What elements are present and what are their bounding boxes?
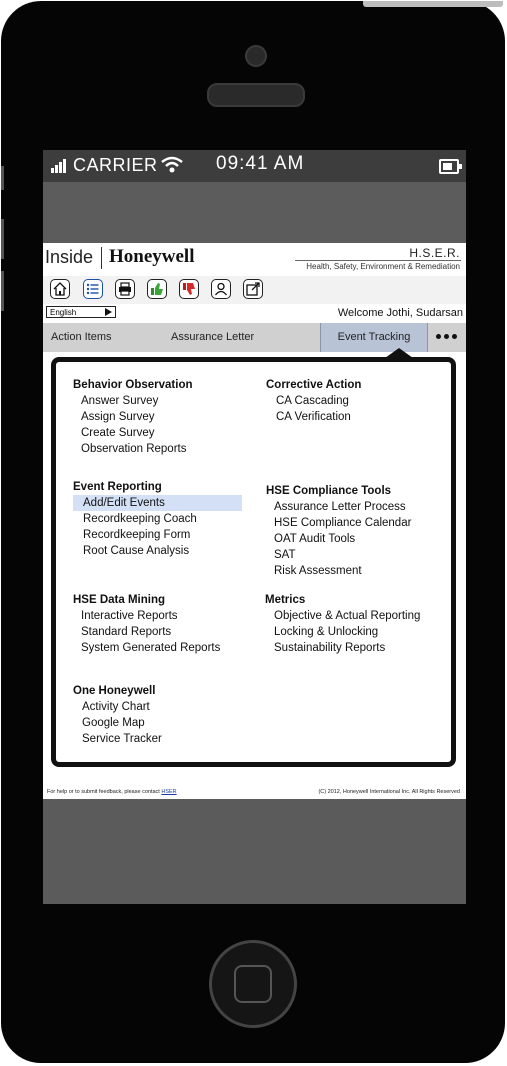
hser-contact-link[interactable]: HSER	[161, 789, 177, 795]
menu-group-one-honeywell	[73, 683, 162, 747]
print-icon	[118, 282, 132, 296]
toolbar	[43, 276, 466, 304]
menu-item-objective-actual-reporting[interactable]: Objective & Actual Reporting	[274, 610, 421, 622]
honeywell-logo[interactable]: Honeywell	[109, 246, 195, 267]
menu-item-risk-assessment[interactable]: Risk Assessment	[274, 565, 362, 577]
group-title: One Honeywell	[73, 685, 156, 697]
front-camera	[245, 45, 267, 67]
language-value: English	[50, 308, 77, 317]
menu-item-activity-chart[interactable]: Activity Chart	[82, 701, 150, 713]
app-page	[43, 243, 466, 799]
menu-item-google-map[interactable]: Google Map	[82, 717, 145, 729]
menu-item-root-cause-analysis[interactable]: Root Cause Analysis	[83, 545, 190, 557]
home-icon	[53, 282, 67, 296]
phone-screen	[43, 150, 466, 904]
help-text-label: For help or to submit feedback, please contact	[47, 789, 160, 795]
group-title: Behavior Observation	[73, 379, 193, 391]
menu-item-ca-cascading[interactable]: CA Cascading	[276, 395, 349, 407]
menu-item-interactive-reports[interactable]: Interactive Reports	[81, 610, 178, 622]
list-button[interactable]	[83, 279, 103, 299]
menu-item-answer-survey[interactable]: Answer Survey	[81, 395, 159, 407]
menu-group-hse-data-mining	[73, 592, 220, 656]
thumbs-up-icon	[150, 282, 164, 296]
menu-item-ca-verification[interactable]: CA Verification	[276, 411, 351, 423]
language-select[interactable]	[46, 306, 116, 318]
profile-button[interactable]	[211, 279, 231, 299]
mute-switch	[1, 166, 4, 190]
more-icon[interactable]	[436, 334, 458, 340]
status-bar	[43, 150, 466, 182]
menu-item-recordkeeping-form[interactable]: Recordkeeping Form	[83, 529, 191, 541]
thumbs-down-icon	[182, 282, 196, 296]
clock: 09:41 AM	[216, 153, 305, 174]
group-title: HSE Compliance Tools	[266, 485, 392, 497]
tab-assurance-letter[interactable]: Assurance Letter	[171, 331, 255, 343]
app-subtitle: Health, Safety, Environment & Remediation	[306, 262, 460, 271]
menu-group-behavior-observation	[73, 377, 193, 457]
menu-item-oat-audit-tools[interactable]: OAT Audit Tools	[274, 533, 356, 545]
logo-divider	[101, 247, 102, 269]
volume-down-button	[1, 271, 4, 311]
menu-item-system-generated-reports[interactable]: System Generated Reports	[81, 642, 221, 654]
menu-item-sat[interactable]: SAT	[274, 549, 296, 561]
phone-frame	[1, 1, 505, 1063]
tab-action-items[interactable]: Action Items	[51, 331, 112, 343]
home-button[interactable]	[50, 279, 70, 299]
like-button[interactable]	[147, 279, 167, 299]
group-title: Corrective Action	[266, 379, 362, 391]
menu-item-observation-reports[interactable]: Observation Reports	[81, 443, 187, 455]
play-arrow-icon	[105, 308, 112, 316]
menu-item-sustainability-reports[interactable]: Sustainability Reports	[274, 642, 386, 654]
volume-up-button	[1, 219, 4, 259]
welcome-text: Welcome Jothi, Sudarsan	[337, 307, 463, 319]
carrier-name: CARRIER	[73, 155, 158, 175]
group-title: HSE Data Mining	[73, 594, 166, 606]
menu-item-locking-unlocking[interactable]: Locking & Unlocking	[274, 626, 379, 638]
external-link-icon	[246, 282, 260, 296]
app-title: H.S.E.R.	[409, 246, 460, 260]
menu-group-metrics	[265, 592, 420, 656]
menu-group-hse-compliance-tools	[266, 483, 411, 579]
browser-chrome	[43, 182, 466, 243]
menu-item-standard-reports[interactable]: Standard Reports	[81, 626, 172, 638]
group-title: Event Reporting	[73, 481, 162, 493]
earpiece-speaker	[207, 83, 305, 107]
dislike-button[interactable]	[179, 279, 199, 299]
tab-event-tracking[interactable]: Event Tracking	[320, 323, 428, 352]
group-title: Metrics	[265, 594, 306, 606]
home-square-icon	[234, 965, 272, 1003]
home-hardware-button[interactable]	[209, 940, 297, 1028]
help-text	[47, 789, 177, 795]
menu-item-recordkeeping-coach[interactable]: Recordkeeping Coach	[83, 513, 197, 525]
event-tracking-menu	[51, 357, 456, 767]
menu-item-add-edit-events[interactable]: Add/Edit Events	[73, 495, 242, 511]
signal-icon	[51, 159, 71, 173]
power-button	[363, 1, 503, 7]
title-divider	[295, 260, 461, 261]
menu-item-hse-compliance-calendar[interactable]: HSE Compliance Calendar	[274, 517, 412, 529]
menu-item-assign-survey[interactable]: Assign Survey	[81, 411, 155, 423]
list-icon	[86, 282, 100, 296]
page-footer	[43, 785, 466, 799]
inside-label: Inside	[45, 247, 94, 267]
user-icon	[214, 282, 228, 296]
menu-item-service-tracker[interactable]: Service Tracker	[82, 733, 162, 745]
menu-group-corrective-action	[266, 377, 361, 425]
share-button[interactable]	[243, 279, 263, 299]
wifi-icon	[161, 156, 183, 174]
print-button[interactable]	[115, 279, 135, 299]
menu-item-assurance-letter-process[interactable]: Assurance Letter Process	[274, 501, 406, 513]
menu-group-event-reporting	[73, 479, 242, 559]
battery-icon	[439, 159, 459, 174]
menu-item-create-survey[interactable]: Create Survey	[81, 427, 155, 439]
copyright-text: (C) 2012, Honeywell International Inc. All Rights Reserved	[318, 789, 460, 795]
language-row	[43, 304, 466, 322]
